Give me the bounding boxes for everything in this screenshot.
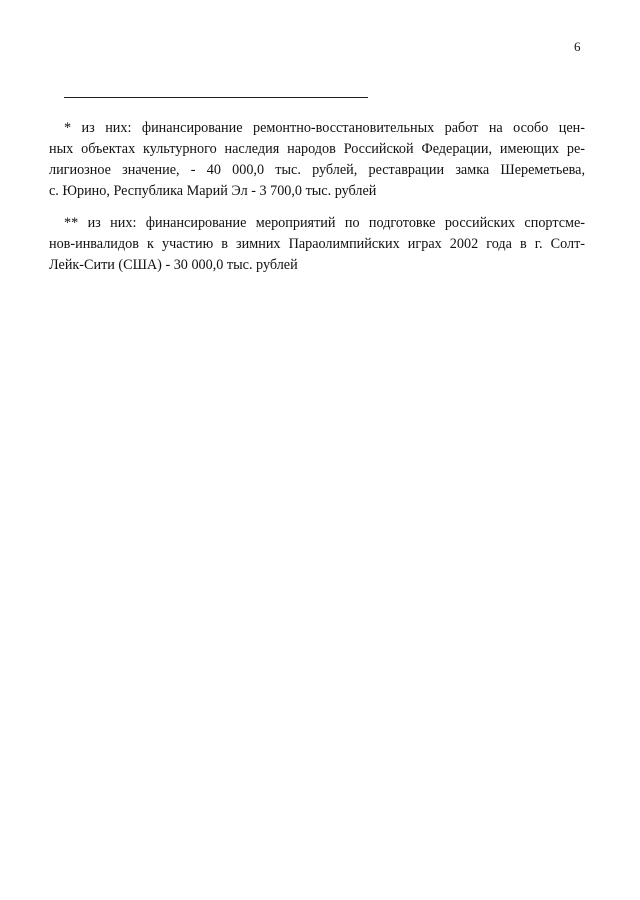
footnote-double-asterisk bbox=[49, 213, 585, 276]
footnote-line: Лейк-Сити (США) - 30 000,0 тыс. рублей bbox=[49, 257, 298, 273]
footnote-line: лигиозное значение, - 40 000,0 тыс. рублей, реставрации замка Шереметьева, bbox=[49, 162, 585, 178]
footnote-line: нов-инвалидов к участию в зимних Параолимпийских играх 2002 года в г. Солт- bbox=[49, 236, 585, 252]
footnotes-section bbox=[49, 118, 585, 276]
footnote-single-asterisk bbox=[49, 118, 585, 202]
footnote-line: ных объектах культурного наследия народов Российской Федерации, имеющих ре- bbox=[49, 141, 585, 157]
footnote-line: * из них: финансирование ремонтно-восстановительных работ на особо цен- bbox=[64, 120, 585, 136]
footnote-line: с. Юрино, Республика Марий Эл - 3 700,0 тыс. рублей bbox=[49, 183, 377, 199]
page-number: 6 bbox=[574, 39, 581, 54]
footnote-line: ** из них: финансирование мероприятий по подготовке российских спортсме- bbox=[64, 215, 585, 231]
footnote-separator bbox=[64, 97, 368, 98]
